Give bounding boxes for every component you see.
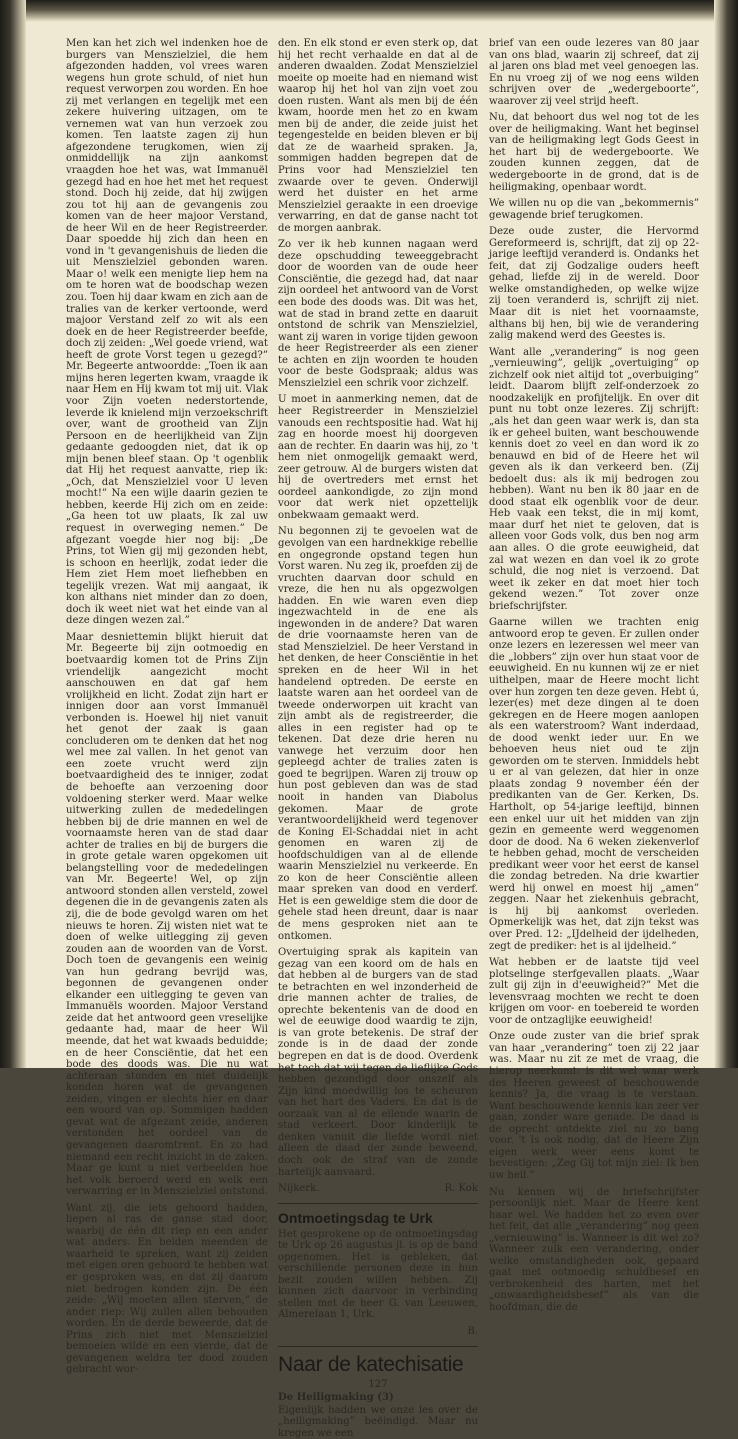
col2-paragraph: Overtuiging sprak als kapitein van gezag van een koord om de hals en dat hebben al de burgers van de stad te betrachten en wel inzonderheid de drie mannen achter de tralies, de oprechte bekentenis van de dood en wel de eeuwige dood waardig te zijn, is van grote betekenis. De straf der zonde is in de daad der zonde begrepen en dat is de dood. Overdenk het toch dat wij tegen de lieflijke Gods hebben gezondigd door onszelf als Zijn kind moedwillig los te scheuren van het hart des Vaders. En dat is de oorzaak van al de ellende waarin de stad verkeert. Door kinderlijk te denken vanuit die liefde wordt niet alleen de daad der zonde beweend, doch ook de straf van de zonde hartelijk aanvaard. [278, 947, 478, 1178]
section-text: Het gesprokene op de ontmoetingsdag te Urk op 26 augustus jl. is op de band opgenomen. Het is gebleken, dat verschillende personen deze in hun bezit zouden willen hebben. Zij kunnen zich daarvoor in verbinding stellen met de heer G. van Leeuwen, Almerelaan 1, Urk. [278, 1228, 478, 1321]
section-title-urk: Ontmoetingsdag te Urk [278, 1209, 433, 1226]
column-3 [489, 38, 699, 1313]
col3-paragraph: Want alle „verandering” is nog geen „vernieuwing”, gelijk „overtuiging” op zichzelf ook niet altijd tot „overbuiging” leidt. Daarom blijft zelf-onderzoek zo noodzakelijk en profijtelijk. En over dit punt nu tobt onze lezeres. Zij schrijft: „als het dan geen waar werk is, dan sta ik er geheel buiten, want beschouwende kennis doet zo veel en dan word ik zo benauwd en bid of de Heere het wil geven als ik dan verkeerd ben. (Zij bedoelt dus: als ik mij bedrogen zou hebben). Want nu ben ik 80 jaar en de dood staat elk ogenblik voor de deur. Heb vaak een tekst, die in mij komt, maar durf het niet te geloven, dat is alleen voor Gods volk, dus ben nog arm aan alles. O die grote eeuwigheid, dat zal wat wezen en dan voel ik zo grote schuld, die nog niet is verzoend. Dat weet ik zeker en dat moet hier toch gekend wezen.” Tot zover onze briefschrijfster. [489, 346, 699, 612]
catechism-title: Naar de katechisatie [278, 1352, 464, 1376]
column-2 [278, 38, 478, 1439]
col3-paragraph: brief van een oude lezeres van 80 jaar van ons blad, waarin zij schreef, dat zij al jaren ons blad met veel genoegen las. En nu vroeg zij of we nog eens wilden schrijven over de „wedergeboorte”, waarover zij veel strijd heeft. [489, 38, 699, 107]
article-signature [278, 1183, 478, 1195]
col1-paragraph: Maar desniettemin blijkt hieruit dat Mr. Begeerte bij zijn ootmoedig en boetvaardig komen tot de Prins Zijn vriendelijk aangezicht mocht aanschouwen en dat gaf hem vrolijkheid en licht. Zodat zijn hart er innigen door aan vorst Immanuël verbonden is. Hoewel hij niet vanuit het genot der zaak is gaan concluderen om te denken dat het nog wel mee zal vallen. In het genot van een zoete vrucht werd zijn boetvaardigheid des te inniger, zodat de behoefte aan verzoening door voldoening sterker werd. Maar welke uitwerking zullen de mededelingen hebben bij de drie mannen en wel de voornaamste heren van de stad daar achter de tralies en bij de burgers die in grote getale waren opgekomen uit belangstelling voor de mededelingen van Mr. Begeerte! Wel, op zijn antwoord stonden allen versteld, zowel degenen die in de gevangenis zaten als zij, die de bode gevolgd waren om het nieuws te horen. Zij wisten niet wat te doen of welke uitlegging zij geven zouden aan de woorden van de Vorst. Doch toen de gevangenis een weinig van hun gedrang bevrijd was, begonnen de gevangenen onder elkander een uitlegging te geven van Immanuëls woorden. Majoor Verstand zeide dat het antwoord geen vreselijke gedaante had, maar de heer Wil meende, dat het wat kwaads beduidde; en de heer Consciëntie, dat het een bode des doods was. Die nu wat achteraan stonden en niet duidelijk konden horen wat de gevangenen zeiden, vingen er slechts hier en daar een woord van op. Sommigen hadden gevat wat de afgezant zeide, anderen verstonden het oordeel van de gevangenen daaromtrent. En zo had niemand een recht inzicht in de zaken. Maar ge kunt u niet verbeelden hoe het volk beroerd werd en welk een verwarring er in Menszielziel ontstond. [66, 631, 268, 1198]
issue-number: 127 [368, 1378, 388, 1390]
col3-paragraph: Gaarne willen we trachten enig antwoord erop te geven. Er zullen onder onze lezers en lezeressen wel meer van die „lobbers” zijn over hun staat voor de eeuwigheid. En nu kunnen wij ze er niet uithelpen, maar de Heere mocht licht over hun zorgen ten deze geven. Hebt ú, lezer(es) met deze dingen al te doen gekregen en de Heere mogen aanlopen als een waterstroom? Want inderdaad, de dood wenkt ieder uur. En we behoeven heus niet oud te zijn geworden om te sterven. Inmiddels hebt u er al van gelezen, dat hier in onze plaats zondag 9 november één der predikanten van de Ger. Kerken, Ds. Hartholt, op 54-jarige leeftijd, binnen een enkel uur uit het midden van zijn gezin en gemeente werd weggenomen door de dood. Na 6 weken ziekenverlof te hebben gehad, mocht de verscheiden predikant weer voor het eerst de kansel die zondag betreden. Na drie kwartier werd hij onwel en moest hij „amen” zeggen. Naar het ziekenhuis gebracht, is hij bij aankomst overleden. Opmerkelijk was het, dat zijn tekst was over Pred. 12: „IJdelheid der ijdelheden, zegt de prediker: het is al ijdelheid.” [489, 617, 699, 952]
scan-right-edge [714, 0, 738, 1068]
section-sign: B. [467, 1325, 478, 1337]
col3-paragraph: Onze oude zuster van die brief sprak van haar „verandering” toen zij 22 jaar was. Maar nu zit ze met de vraag, die hierop neerkomt: is dit wel waar werk des Heeren geweest of beschouwende kennis? Ja, die vraag is te verstaan. Want beschouwende kennis kan zeer ver gaan, zonder ware genade. De daad is de oprecht ontdekte ziel nu zo bang voor. 't Is ook nodig, dat de Heere Zijn eigen werk weer eens komt te bevestigen: „Zeg Gij tot mijn ziel: Ik ben uw heil.” [489, 1031, 699, 1181]
col2-paragraph: Nu begonnen zij te gevoelen wat de gevolgen van een hardnekkige rebellie en ongegronde opstand tegen hun Vorst waren. Nu zeg ik, proefden zij de vruchten daarvan door schuld en vreze, die hen nu als opgezwolgen hadden. En wie waren even diep ingezwachteld in de ene als ingewonden in de andere? Dat waren de drie voornaamste heren van de stad Menszielziel. De heer Verstand in het denken, de heer Consciëntie in het spreken en de heer Wil in het handelend optreden. De eerste en laatste waren aan het oordeel van de tweede onderworpen uit kracht van zijn ambt als de registreerder, die alles in een register had op te tekenen. Dat deze drie heren nu vanwege het verzuim door hen gepleegd achter de tralies zaten is goed te begrijpen. Waren zij trouw op hun post gebleven dan was de stad nooit in handen van Diabolus gekomen. Maar de grote verantwoordelijkheid werd tegenover de Koning El-Schaddai niet in acht genomen en waren zij de hoofdschuldigen van al de ellende waarin Menszielziel nu verkeerde. En zo kon de heer Consciëntie alleen maar spreken van dood en verderf. Het is een geweldige stem die door de gehele stad heen dreunt, daar is naar de mens gesproken niet aan te ontkomen. [278, 526, 478, 942]
col3-paragraph: Deze oude zuster, die Hervormd Gereformeerd is, schrijft, dat zij op 22-jarige leeftijd veranderd is. Ondanks het feit, dat zij Godzalige ouders heeft gehad, liefde zij in de wereld. Door welke omstandigheden, op welke wijze zij toen veranderd is, schrijft zij niet. Maar dit is niet het voornaamste, althans bij hen, bij wie de verandering zalig makend werd des Geestes is. [489, 226, 699, 342]
section-divider [278, 1203, 478, 1204]
signature-author: R. Kok [444, 1183, 478, 1195]
col3-paragraph: Wat hebben er de laatste tijd veel plotselinge sterfgevallen plaats. „Waar zult gij zijn in d'eeuwigheid?” Met die levensvraag mochten we recht te doen krijgen om voor- en toebereid te worden voor de ontzaglijke eeuwigheid! [489, 957, 699, 1026]
col2-paragraph: Zo ver ik heb kunnen nagaan werd deze opschudding teweeggebracht door de woorden van de oude heer Consciëntie, die gezegd had, dat naar zijn oordeel het antwoord van de Vorst een bode des doods was. Dit was het, wat de stad in brand zette en daaruit ontstond de schrik van Menszielziel, want zij waren in vorige tijden gewoon de heer Registreerder als een ziener te achten en zijn woorden te houden voor de beste Godspraak; aldus was Menszielziel een schrik voor zichzelf. [278, 239, 478, 389]
col3-paragraph: Nu, dat behoort dus wel nog tot de les over de heiligmaking. Want het beginsel van de heiligmaking legt Gods Geest in het hart bij de wedergeboorte. We zouden kunnen zeggen, dat de wedergeboorte in de grond, dat is de heiligmaking, openbaar wordt. [489, 112, 699, 193]
section-divider [278, 1346, 478, 1347]
col3-paragraph: We willen nu op die van „bekommernis” gewagende brief terugkomen. [489, 198, 699, 221]
col2-paragraph: den. En elk stond er even sterk op, dat hij het recht verhaalde en dat al de anderen dwaalden. Zodat Menszielziel moeite op moeite had en niemand wist waarop hij het hol van zijn voet zou doen rusten. Want als men bij de één kwam, hoorde men het zo en kwam men bij de ander, die zeide juist het tegengestelde en beiden bleven er bij dat ze de waarheid spraken. Ja, sommigen hadden begrepen dat de Prins voor had Menszielziel ten zwaarde over te geven. Onderwijl werd het duister en het arme Menszielziel geraakte in een droevige verwarring, en dat de ganse nacht tot de morgen aanbrak. [278, 38, 478, 234]
col2-paragraph: U moet in aanmerking nemen, dat de heer Registreerder in Menszielziel vanouds een rechtspositie had. Wat hij zag en hoorde moest hij doorgeven aan de rechter. En daarin was hij, zo 't hem niet onmogelijk gemaakt werd, zeer getrouw. Al de burgers wisten dat hij de overtreders met ernst het oordeel aankondigde, zo zijn mond voor dat werk niet opzettelijk onbekwaam gemaakt werd. [278, 394, 478, 521]
scan-top-edge [0, 0, 738, 22]
signature-place: Nijkerk. [278, 1183, 320, 1195]
catechism-subhead: De Heiligmaking (3) [278, 1392, 394, 1404]
scan-left-edge [0, 0, 26, 1068]
col1-paragraph: Men kan het zich wel indenken hoe de burgers van Menszielziel, die hem afgezonden hadden, vol vrees waren wegens hun grote schuld, of niet hun request verworpen zou worden. En hoe zij met verlangen en tegelijk met een zekere huivering uitzagen, om te vernemen wat van hun verzoek zou komen. Ten laatste zagen zij hun afgezondene terugkomen, wien zij onmiddellijk na zijn aankomst vraagden hoe het was, wat Immanuël gezegd had en hoe het met het request stond. Doch hij zeide, dat hij zwijgen zou tot hij aan de gevangenis zou komen van de heer majoor Verstand, de heer Wil en de heer Registreerder. Daar spoedde hij zich dan heen en vond in 't gevangenishuis de lieden die uit Menszielziel gebonden waren. Maar o! welk een menigte liep hem na om te horen wat de boodschap wezen zou. Toen hij daar kwam en zich aan de tralies van de kerker vertoonde, werd majoor Verstand zelf zo wit als een doek en de heer Registreerder beefde, doch zij zeiden: „Wel goede vriend, wat heeft de grote Vorst tegen u gezegd?” Mr. Begeerte antwoordde: „Toen ik aan mijns heren legerten kwam, vraagde ik naar Hem en Hij kwam tot mij uit. Vlak voor Zijn voeten nederstortende, leverde ik knielend mijn verzoekschrift over, want de grootheid van Zijn Persoon en de heerlijkheid van Zijn gedaante gedoogden niet, dat ik op mijn benen bleef staan. Op 't ogenblik dat Hij het request aanvatte, riep ik: „Och, dat Menszielziel voor U leven mocht!” Na een wijle daarin gezien te hebben, keerde Hij zich om en zeide: „Ga heen tot uw plaats, Ik zal uw request in overweging nemen.” De afgezant voegde hier nog bij: „De Prins, tot Wien gij mij gezonden hebt, is schoon en heerlijk, zodat ieder die Hem ziet Hem moet liefhebben en tegelijk vrezen. Wat mij aangaat, ik kon althans niet minder dan zo doen, doch ik weet niet wat het einde van al deze dingen wezen zal.” [66, 38, 268, 627]
col3-paragraph: Nu kennen wij de briefschrijfster persoonlijk niet. Maar de Heere kent haar wel. We hadden het zo even over het feit, dat alle „verandering” nog geen „vernieuwing” is. Wanneer is dit wel zo? Wanneer zulk een verandering, onder welke omstandigheden ook, gepaard gaat met ootmoedig schuldbesef en verbrokenheid des harten, met het „onwaardigheidsbesef” als van die hoofdman, die de [489, 1186, 699, 1313]
column-1 [66, 38, 268, 1376]
section-sign-row [278, 1326, 478, 1338]
catechism-intro: Eigenlijk hadden we onze les over de „heiligmaking” beëindigd. Maar nu kregen we een [278, 1404, 478, 1439]
col1-paragraph: Want zij, die iets gehoord hadden, liepen al ras de ganse stad door, waarbij de één dit riep en een ander wat anders. En beiden meenden de waarheid te spreken, want zij zeiden met eigen oren gehoord te hebben wat er gesproken was, en dat zij daarom niet bedrogen konden zijn. De één zeide: „Wij moeten allen sterven,” de ander riep: Wij zullen allen behouden worden. En de derde beweerde, dat de Prins zich niet met Menszielziel bemoeien wilde en een vierde, dat de gevangenen weldra ter dood zouden gebracht wor- [66, 1202, 268, 1376]
